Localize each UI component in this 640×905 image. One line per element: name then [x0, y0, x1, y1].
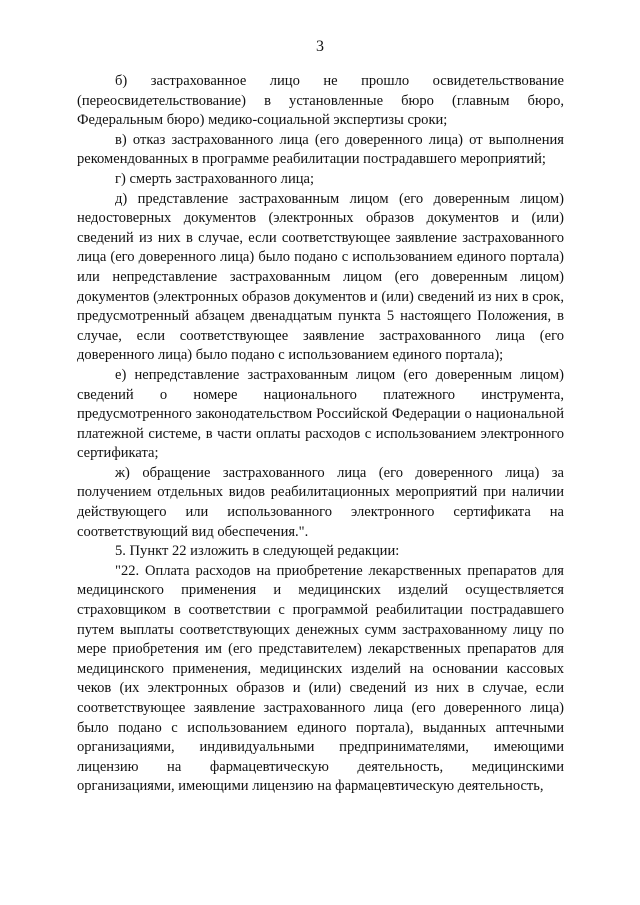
paragraph-22: "22. Оплата расходов на приобретение лекарственных препаратов для медицинского применения и медицинских изделий осуществляется страховщиком в соответствии с программой реабилитации пострадавшего путем выплаты соответствующих денежных сумм застрахованному лицу по мере приобретения им (его представителем) лекарственных препаратов для медицинского применения, медицинских изделий на основании кассовых чеков (их электронных образов и (или) сведений из них в случае, если соответствующее заявление застрахованного лица (его доверенного лица) было подано с использованием единого портала), выданных аптечными организациями, индивидуальными предпринимателями, имеющими лицензию на фармацевтическую деятельность, медицинскими организациями, имеющими лицензию на фармацевтическую деятельность, — [77, 562, 564, 795]
paragraph-d: д) представление застрахованным лицом (его доверенным лицом) недостоверных документов (электронных образов документов и (или) сведений из них в случае, если соответствующее заявление застрахованного лица (его доверенного лица) было подано с использованием единого портала) или непредставление застрахованным лицом (его доверенным лицом) документов (электронных образов документов и (или) сведений из них в срок, предусмотренный абзацем двенадцатым пункта 5 настоящего Положения, в случае, если соответствующее заявление застрахованного лица (его доверенного лица) было подано с использованием единого портала); — [77, 190, 564, 364]
amendment-item-5: 5. Пункт 22 изложить в следующей редакции: — [115, 543, 400, 560]
document-body — [77, 72, 564, 797]
page-number: 3 — [316, 38, 324, 55]
paragraph-zh: ж) обращение застрахованного лица (его доверенного лица) за получением отдельных видов реабилитационных мероприятий при наличии действующего или использованного электронного сертификата на соответствующий вид обеспечения.". — [77, 464, 564, 540]
paragraph-e: е) непредставление застрахованным лицом (его доверенным лицом) сведений о номере национального платежного инструмента, предусмотренного законодательством Российской Федерации о национальной платежной системе, в части оплаты расходов с использованием электронного сертификата; — [77, 366, 564, 462]
paragraph-b: б) застрахованное лицо не прошло освидетельствование (переосвидетельствование) в установленные бюро (главным бюро, Федеральным бюро) медико-социальной экспертизы сроки; — [77, 73, 564, 129]
paragraph-g: г) смерть застрахованного лица; — [115, 170, 315, 187]
paragraph-v: в) отказ застрахованного лица (его доверенного лица) от выполнения рекомендованных в программе реабилитации пострадавшего мероприятий; — [77, 131, 564, 168]
